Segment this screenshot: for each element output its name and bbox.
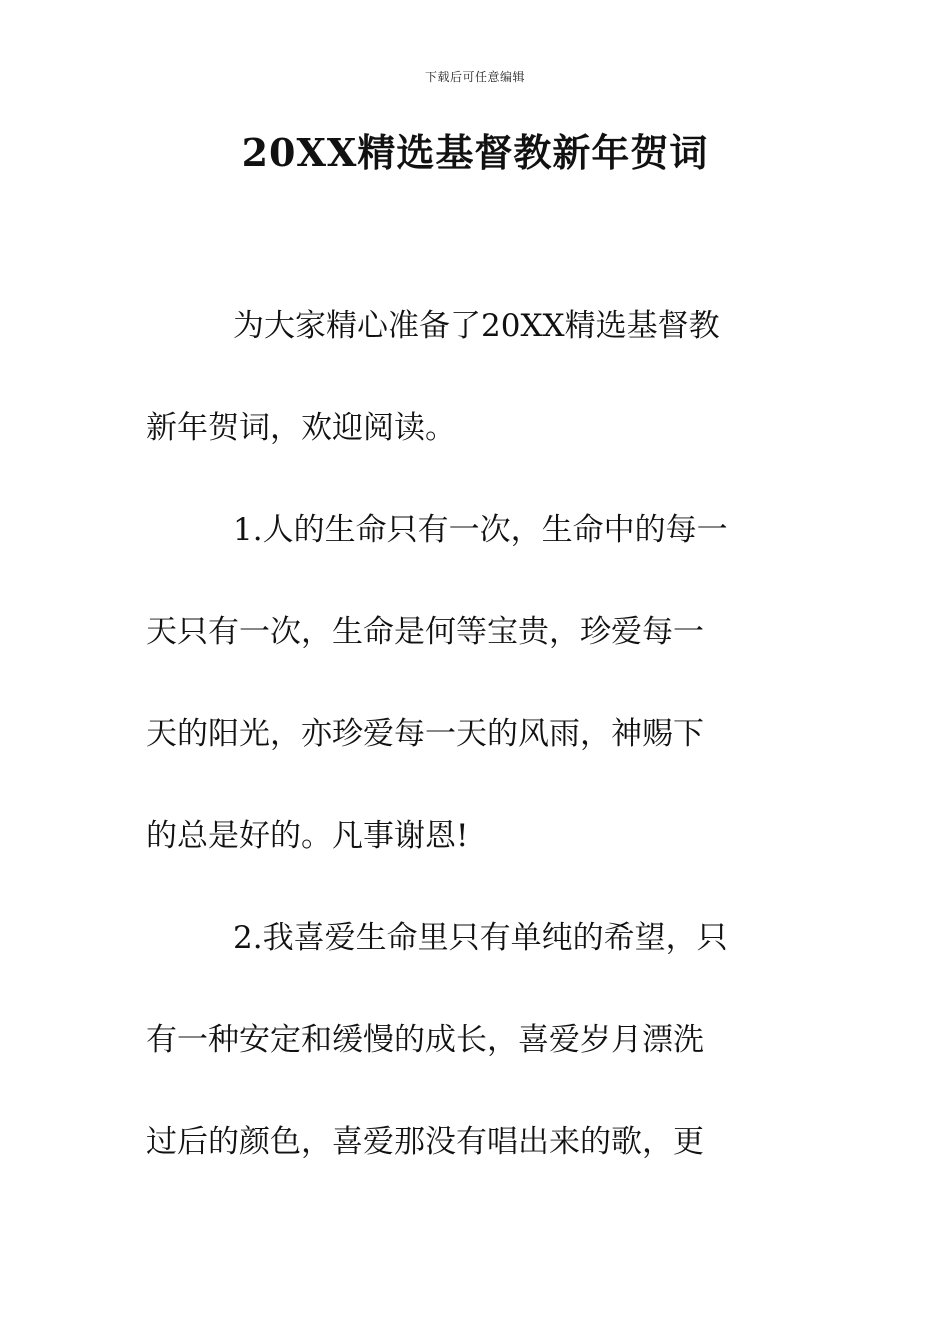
- paragraph-2-line-2: 有一种安定和缓慢的成长，喜爱岁月漂洗: [146, 1022, 704, 1058]
- paragraph-1-line-3: 天的阳光，亦珍爱每一天的风雨，神赐下: [146, 716, 704, 752]
- paragraph-intro-line-1: 为大家精心准备了20XX精选基督教: [233, 308, 720, 344]
- paragraph-1-line-4: 的总是好的。凡事谢恩!: [146, 818, 469, 854]
- header-note: 下载后可任意编辑: [424, 70, 525, 84]
- document-title: 20XX精选基督教新年贺词: [241, 130, 709, 175]
- paragraph-1-line-2: 天只有一次，生命是何等宝贵，珍爱每一: [146, 614, 704, 650]
- paragraph-intro-line-2: 新年贺词，欢迎阅读。: [146, 410, 456, 446]
- paragraph-2-line-3: 过后的颜色，喜爱那没有唱出来的歌，更: [146, 1124, 704, 1160]
- paragraph-2-line-1: 2.我喜爱生命里只有单纯的希望，只: [233, 920, 728, 956]
- paragraph-1-line-1: 1.人的生命只有一次，生命中的每一: [233, 512, 728, 548]
- document-body: [146, 296, 806, 1214]
